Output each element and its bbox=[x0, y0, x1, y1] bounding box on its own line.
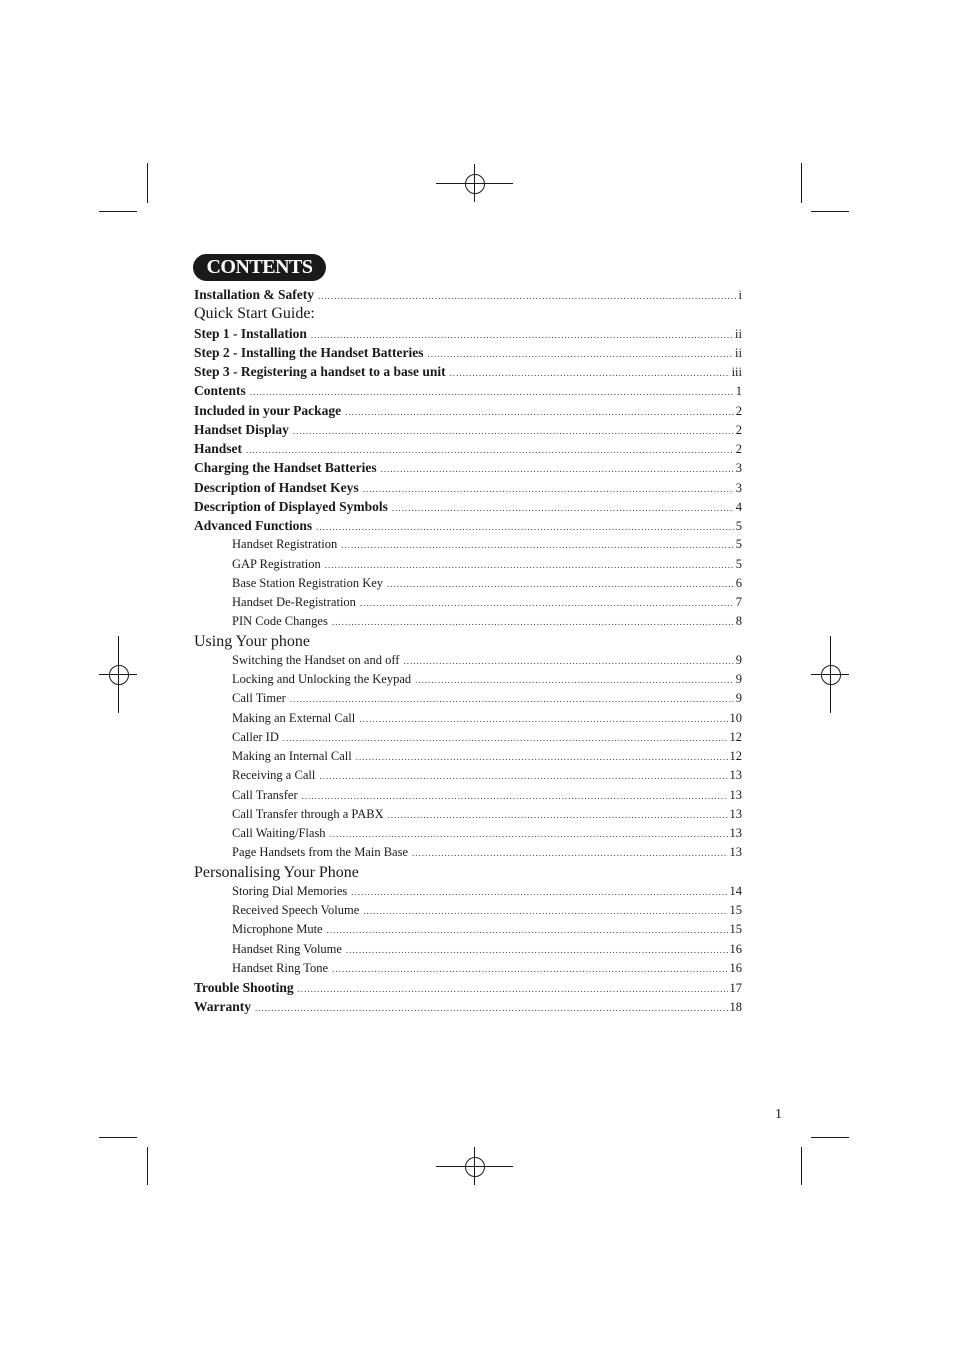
toc-entry-label: Received Speech Volume bbox=[232, 903, 360, 917]
toc-entry-label: Microphone Mute bbox=[232, 922, 323, 937]
toc-entry[interactable] bbox=[194, 420, 742, 439]
toc-page-number: 2 bbox=[735, 442, 742, 456]
dot-leader bbox=[330, 825, 728, 844]
dot-leader bbox=[450, 364, 730, 383]
dot-leader bbox=[403, 652, 733, 671]
toc-entry-label: Call Waiting/Flash bbox=[232, 826, 326, 840]
toc-page-number: 5 bbox=[735, 537, 742, 552]
toc-page-number: 13 bbox=[729, 787, 742, 802]
toc-page-number: 13 bbox=[729, 768, 742, 783]
toc-entry-label: Handset Display bbox=[194, 421, 289, 437]
toc-entry-label: Locking and Unlocking the Keypad bbox=[232, 672, 412, 686]
toc-entry-label: PIN Code Changes bbox=[232, 614, 328, 629]
toc-page-number: 15 bbox=[729, 922, 742, 937]
toc-subentry[interactable] bbox=[194, 689, 742, 708]
toc-entry-label: Storing Dial Memories bbox=[232, 883, 348, 898]
dot-leader bbox=[359, 710, 727, 729]
toc-entry-label: Handset Ring Tone bbox=[232, 960, 329, 975]
dot-leader bbox=[290, 690, 734, 709]
toc-section-heading[interactable] bbox=[194, 632, 742, 651]
toc-page-number: 7 bbox=[735, 595, 742, 609]
toc-page-number: 12 bbox=[729, 749, 742, 763]
toc-page-number: 17 bbox=[729, 981, 742, 995]
toc-page-number: 13 bbox=[729, 826, 742, 840]
dot-leader bbox=[293, 422, 734, 441]
toc-entry-label: Personalising Your Phone bbox=[194, 863, 359, 881]
toc-subentry[interactable] bbox=[194, 670, 742, 689]
dot-leader bbox=[388, 806, 728, 825]
toc-entry-label: Call Transfer through a PABX bbox=[232, 806, 384, 821]
toc-entry-label: Using Your phone bbox=[194, 632, 311, 650]
toc-entry-label: Step 2 - Installing the Handset Batteries bbox=[194, 344, 424, 360]
toc-page-number: i bbox=[738, 288, 742, 302]
toc-entry-label: Call Timer bbox=[232, 691, 286, 706]
toc-subentry[interactable] bbox=[194, 651, 742, 670]
toc-entry[interactable] bbox=[194, 324, 742, 343]
toc-subentry[interactable] bbox=[194, 612, 742, 631]
toc-entry-label: Handset De-Registration bbox=[232, 595, 356, 609]
toc-subentry[interactable] bbox=[194, 805, 742, 824]
toc-page-number: 5 bbox=[735, 519, 742, 533]
toc-entry-label: Handset Ring Volume bbox=[232, 941, 342, 956]
dot-leader bbox=[381, 460, 734, 479]
toc-subentry[interactable] bbox=[194, 959, 742, 978]
toc-subentry[interactable] bbox=[194, 843, 742, 862]
toc-subentry[interactable] bbox=[194, 786, 742, 805]
toc-entry-label: Included in your Package bbox=[194, 402, 342, 418]
dot-leader bbox=[412, 844, 727, 863]
toc-subentry[interactable] bbox=[194, 574, 742, 593]
toc-subentry[interactable] bbox=[194, 535, 742, 554]
toc-entry[interactable] bbox=[194, 978, 742, 997]
toc-page-number: 1 bbox=[735, 384, 742, 399]
dot-leader bbox=[428, 345, 734, 364]
dot-leader bbox=[392, 499, 734, 518]
dot-leader bbox=[360, 594, 734, 613]
toc-entry-label: Warranty bbox=[194, 999, 251, 1015]
toc-entry-label: Switching the Handset on and off bbox=[232, 652, 400, 667]
toc-page-number: 3 bbox=[735, 461, 742, 476]
toc-page-number: 9 bbox=[735, 691, 742, 706]
dot-leader bbox=[325, 556, 734, 575]
toc-subentry[interactable] bbox=[194, 709, 742, 728]
table-of-contents bbox=[194, 285, 742, 1017]
toc-entry-label: Handset bbox=[194, 441, 243, 456]
toc-entry[interactable] bbox=[194, 516, 742, 535]
dot-leader bbox=[346, 941, 728, 960]
dot-leader bbox=[341, 536, 734, 555]
dot-leader bbox=[319, 767, 727, 786]
toc-entry[interactable] bbox=[194, 285, 742, 304]
toc-page-number: ii bbox=[735, 326, 742, 341]
toc-page-number: 8 bbox=[735, 614, 742, 629]
toc-entry[interactable] bbox=[194, 458, 742, 477]
toc-entry-label: Contents bbox=[194, 383, 246, 399]
toc-page-number: 13 bbox=[729, 806, 742, 821]
toc-entry-label: Receiving a Call bbox=[232, 768, 316, 783]
toc-entry[interactable] bbox=[194, 362, 742, 381]
toc-entry-label: Making an Internal Call bbox=[232, 749, 352, 763]
toc-page-number: 9 bbox=[735, 652, 742, 667]
toc-subentry[interactable] bbox=[194, 747, 742, 766]
toc-subentry[interactable] bbox=[194, 593, 742, 612]
toc-entry-label: Trouble Shooting bbox=[194, 980, 294, 995]
toc-entry-label: Making an External Call bbox=[232, 710, 356, 725]
toc-page-number: 16 bbox=[729, 941, 742, 956]
toc-entry-label: Installation & Safety bbox=[194, 287, 315, 302]
dot-leader bbox=[327, 921, 728, 940]
toc-entry[interactable] bbox=[194, 343, 742, 362]
toc-subentry[interactable] bbox=[194, 920, 742, 939]
toc-entry-label: Quick Start Guide: bbox=[194, 305, 315, 323]
toc-section-heading[interactable] bbox=[194, 863, 742, 882]
page-number: 1 bbox=[775, 1107, 782, 1122]
toc-page-number: 16 bbox=[729, 960, 742, 975]
dot-leader bbox=[345, 403, 734, 422]
toc-entry-label: Step 3 - Registering a handset to a base unit bbox=[194, 364, 446, 379]
toc-entry-label: GAP Registration bbox=[232, 556, 321, 571]
dot-leader bbox=[356, 748, 728, 767]
toc-section-heading[interactable] bbox=[194, 304, 742, 323]
toc-entry[interactable] bbox=[194, 439, 742, 458]
dot-leader bbox=[415, 671, 734, 690]
toc-page-number: 9 bbox=[735, 672, 742, 686]
dot-leader bbox=[302, 787, 728, 806]
toc-entry[interactable] bbox=[194, 478, 742, 497]
toc-page-number: iii bbox=[731, 365, 742, 379]
toc-entry-label: Handset Registration bbox=[232, 537, 338, 552]
toc-page-number: 2 bbox=[735, 403, 742, 418]
dot-leader bbox=[363, 902, 727, 921]
dot-leader bbox=[387, 575, 734, 594]
toc-entry[interactable] bbox=[194, 401, 742, 420]
toc-entry[interactable] bbox=[194, 997, 742, 1016]
dot-leader bbox=[298, 980, 728, 999]
dot-leader bbox=[283, 729, 728, 748]
toc-page-number: ii bbox=[735, 345, 742, 360]
toc-page-number: 6 bbox=[735, 575, 742, 590]
dot-leader bbox=[316, 518, 734, 537]
toc-entry[interactable] bbox=[194, 381, 742, 400]
toc-page-number: 5 bbox=[735, 556, 742, 571]
toc-page-number: 2 bbox=[735, 422, 742, 437]
toc-page-number: 4 bbox=[735, 499, 742, 514]
toc-entry-label: Call Transfer bbox=[232, 787, 298, 802]
toc-subentry[interactable] bbox=[194, 555, 742, 574]
toc-entry-label: Page Handsets from the Main Base bbox=[232, 845, 409, 860]
toc-subentry[interactable] bbox=[194, 728, 742, 747]
dot-leader bbox=[255, 999, 728, 1018]
toc-page-number: 3 bbox=[735, 480, 742, 495]
toc-page-number: 12 bbox=[729, 729, 742, 744]
toc-subentry[interactable] bbox=[194, 940, 742, 959]
toc-entry[interactable] bbox=[194, 497, 742, 516]
toc-entry-label: Advanced Functions bbox=[194, 518, 313, 533]
toc-entry-label: Base Station Registration Key bbox=[232, 575, 384, 590]
toc-entry-label: Caller ID bbox=[232, 729, 279, 744]
page-title: CONTENTS bbox=[193, 254, 326, 281]
dot-leader bbox=[351, 883, 727, 902]
dot-leader bbox=[332, 613, 734, 632]
toc-subentry[interactable] bbox=[194, 766, 742, 785]
toc-subentry[interactable] bbox=[194, 882, 742, 901]
toc-page-number: 15 bbox=[729, 903, 742, 917]
dot-leader bbox=[363, 480, 734, 499]
toc-entry-label: Description of Handset Keys bbox=[194, 479, 359, 495]
dot-leader bbox=[318, 287, 737, 306]
toc-page-number: 14 bbox=[729, 883, 742, 898]
toc-page-number: 10 bbox=[729, 710, 742, 725]
toc-subentry[interactable] bbox=[194, 824, 742, 843]
toc-page-number: 18 bbox=[729, 1000, 742, 1015]
toc-entry-label: Description of Displayed Symbols bbox=[194, 498, 388, 514]
toc-subentry[interactable] bbox=[194, 901, 742, 920]
toc-entry-label: Charging the Handset Batteries bbox=[194, 460, 377, 476]
toc-page-number: 13 bbox=[729, 845, 742, 860]
dot-leader bbox=[332, 960, 727, 979]
toc-entry-label: Step 1 - Installation bbox=[194, 325, 307, 341]
